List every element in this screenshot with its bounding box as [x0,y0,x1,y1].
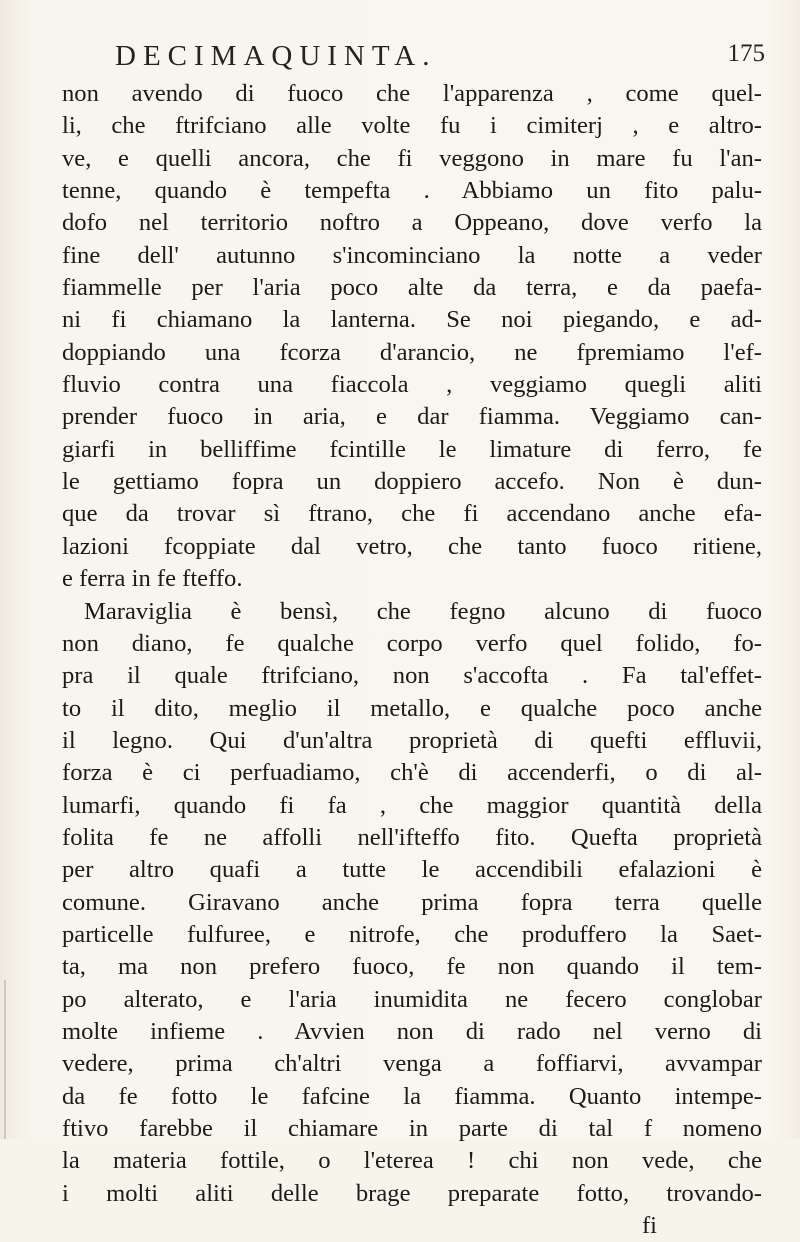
text-line: que da trovar sì ftrano, che fi accendano anche efa- [62,500,762,528]
text-line: prender fuoco in aria, e dar fiamma. Veggiamo can- [62,403,762,431]
text-line: fluvio contra una fiaccola , veggiamo quegli aliti [62,371,762,399]
text-line: tenne, quando è tempefta . Abbiamo un fito palu- [62,177,762,205]
page-header [105,40,765,80]
running-head: DECIMAQUINTA. [115,40,437,72]
text-line: ve, e quelli ancora, che fi veggono in mare fu l'an- [62,144,762,172]
text-line: to il dito, meglio il metallo, e qualche poco anche [62,694,762,722]
text-line: fiammelle per l'aria poco alte da terra, e da paefa- [62,274,762,302]
text-line: li, che ftrifciano alle volte fu i cimiterj , e altro- [62,112,762,140]
text-line: doppiando una fcorza d'arancio, ne fpremiamo l'ef- [62,338,762,366]
text-line: non diano, fe qualche corpo verfo quel folido, fo- [62,629,762,657]
page-edge-shadow [4,980,6,1139]
text-line: i molti aliti delle brage preparate fotto, trovando- [62,1179,762,1207]
text-line: le gettiamo fopra un doppiero accefo. Non è dun- [62,468,762,496]
text-line: ni fi chiamano la lanterna. Se noi piegando, e ad- [62,306,762,334]
text-line: ftivo farebbe il chiamare in parte di tal f nomeno [62,1115,762,1142]
text-line: Maraviglia è bensì, che fegno alcuno di fuoco [84,597,762,625]
page-number: 175 [727,40,765,67]
text-line: non avendo di fuoco che l'apparenza , come quel- [62,80,762,107]
text-line: vedere, prima ch'altri venga a foffiarvi, avvampar [62,1050,762,1078]
text-line: po alterato, e l'aria inumidita ne fecero conglobar [62,985,762,1013]
text-line: ta, ma non prefero fuoco, fe non quando il tem- [62,953,762,981]
text-line: pra il quale ftrifciano, non s'accofta . Fa tal'effet- [62,662,762,690]
text-line: dofo nel territorio noftro a Oppeano, dove verfo la [62,209,762,237]
text-line: lumarfi, quando fi fa , che maggior quantità della [62,791,762,819]
text-line: fine dell' autunno s'incominciano la notte a veder [62,241,762,269]
text-line: lazioni fcoppiate dal vetro, che tanto fuoco ritiene, [62,532,762,560]
text-line: il legno. Qui d'un'altra proprietà di quefti effluvii, [62,726,762,754]
text-line: folita fe ne affolli nell'ifteffo fito. Quefta proprietà [62,823,762,851]
text-line: giarfi in belliffime fcintille le limature di ferro, fe [62,435,762,463]
text-line: comune. Giravano anche prima fopra terra quelle [62,888,762,916]
text-line: da fe fotto le fafcine la fiamma. Quanto intempe- [62,1082,762,1110]
text-line: e ferra in fe fteffo. [62,565,243,593]
text-line: forza è ci perfuadiamo, ch'è di accenderfi, o di al- [62,759,762,787]
catchword: fi [641,1212,657,1240]
text-line: la materia fottile, o l'eterea ! chi non vede, che [62,1147,762,1175]
body-text [62,78,762,1242]
text-line: per altro quafi a tutte le accendibili efalazioni è [62,856,762,884]
text-line: molte infieme . Avvien non di rado nel verno di [62,1017,762,1045]
text-line: particelle fulfuree, e nitrofe, che produffero la Saet- [62,920,762,948]
